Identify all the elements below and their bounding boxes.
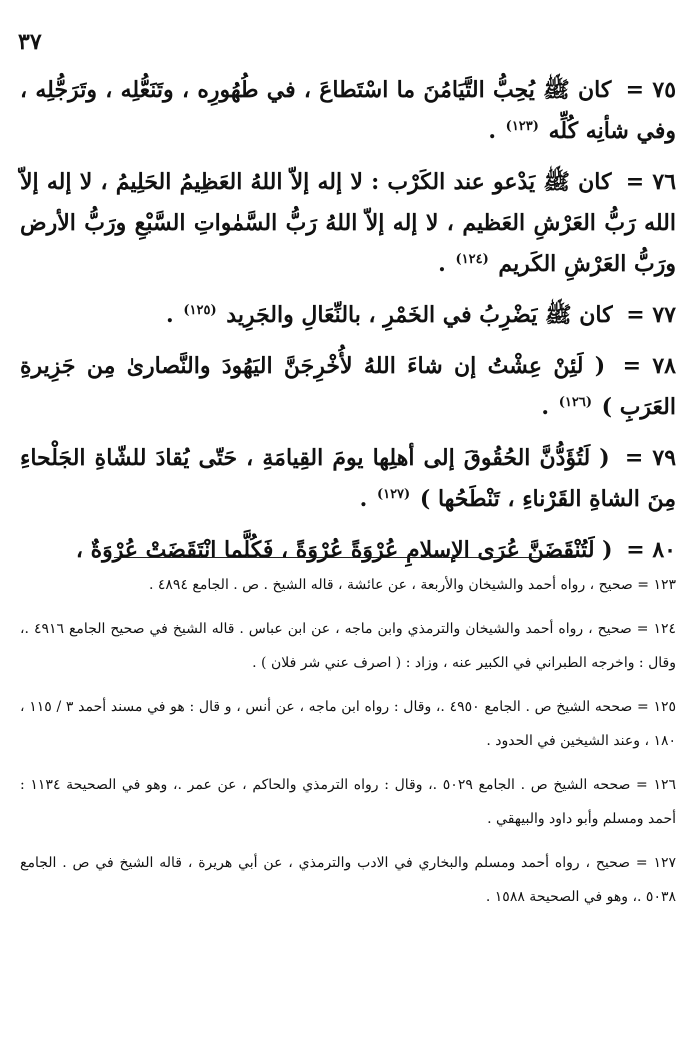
footnote: ١٢٧ = صحيح ، رواه أحمد ومسلم والبخاري في الادب والترمذي ، عن أبي هريرة ، قاله الشيخ في ص . الجامع ٥٠٣٨ .، وهو في الصحيحة ١٥٨٨ . [20, 855, 676, 905]
hadith-end: . [438, 251, 446, 277]
footnote-reference: (١٢٤) [455, 251, 489, 267]
hadith-end: . [359, 486, 368, 512]
page-number: ٣٧ [18, 29, 42, 55]
hadith-text: كان ﷺ يَدْعو عند الكَرْب : لا إله إلاّ اللهُ العَظِيمُ الحَلِيمُ ، لا إله إلاّ الله رَبُّ العَرْشِ العَظيم ، لا إله إلاّ اللهُ رَبُّ السَّمٰواتِ السَّبْعِ ورَبُّ الأرض ورَبُّ العَرْشِ الكَريم [20, 169, 676, 277]
footnote-reference: (١٢٦) [558, 394, 592, 410]
footnote: ١٢٤ = صحيح ، رواه أحمد والشيخان والترمذي وابن ماجه ، عن ابن عباس . قاله الشيخ في صحيح الجامع ٤٩١٦ .، وقال : واخرجه الطبراني في الكبير عنه ، وزاد : ( اصرف عني شر فلان ) . [20, 621, 676, 671]
hadith-end: . [488, 118, 496, 144]
hadith-text: ( لَئِنْ عِشْتُ إن شاءَ اللهُ لأُخْرِجَنَّ اليَهُودَ والنَّصارىٰ مِن جَزِيرةِ العَرَبِ ) [20, 353, 676, 420]
hadith-text: كان ﷺ يُحِبُّ التَّيَامُنَ ما اسْتَطاعَ ، في طُهُورِه ، وتَنَعُّلِه ، وتَرَجُّلِه ، وفي شأنِه كُلِّه [20, 77, 676, 144]
hadith-entry [20, 346, 676, 428]
footnote-reference: (١٢٣) [505, 118, 539, 134]
hadith-number: ٧٨ = [622, 353, 676, 379]
hadith-text: ( لَتُؤَدُّنَّ الحُقُوقَ إلى أهلِها يومَ القِيامَةِ ، حَتّى يُقادَ للشّاةِ الجَلْحاءِ مِنَ الشاةِ القَرْناءِ ، تَنْطَحُها ) [20, 445, 676, 512]
footnote: ١٢٣ = صحيح ، رواه أحمد والشيخان والأربعة ، عن عائشة ، قاله الشيخ . ص . الجامع ٤٨٩٤ . [148, 577, 676, 593]
hadith-number: ٧٧ = [626, 302, 676, 328]
footnote: ١٢٦ = صححه الشيخ ص . الجامع ٥٠٢٩ .، وقال : رواه الترمذي والحاكم ، عن عمر .، وهو في الصحيحة ١١٣٤ : أحمد ومسلم وأبو داود والبيهقي . [20, 777, 676, 827]
hadith-number: ٨٠ = [626, 537, 676, 563]
footnote-divider [114, 557, 576, 558]
hadith-text: كان ﷺ يَضْرِبُ في الخَمْرِ ، بالنِّعَالِ والجَرِيد [226, 302, 613, 328]
hadith-number: ٧٥ = [625, 77, 677, 103]
hadith-end: . [541, 394, 550, 420]
hadith-entry [20, 70, 676, 152]
footnote-reference: (١٢٥) [183, 302, 217, 318]
hadith-entry [20, 438, 676, 520]
footnote: ١٢٥ = صححه الشيخ ص . الجامع ٤٩٥٠ .، وقال : رواه ابن ماجه ، عن أنس ، و قال : هو في مسند أحمد ٣ / ١١٥ ، ١٨٠ ، وعند الشيخين في الحدود . [20, 699, 677, 749]
hadith-entry [20, 162, 676, 285]
hadith-end: . [165, 302, 174, 328]
footnotes [20, 568, 676, 924]
hadith-list [20, 70, 676, 581]
hadith-number: ٧٩ = [624, 445, 677, 471]
hadith-entry [20, 295, 676, 336]
hadith-number: ٧٦ = [625, 169, 677, 195]
hadith-entry [20, 530, 676, 571]
footnote-reference: (١٢٧) [376, 486, 411, 502]
hadith-text: ( لَتُنْقَضَنَّ عُرَى الإسلامِ عُرْوَةً عُرْوَةً ، فَكُلَّما انْتَقَضَتْ عُرْوَةٌ ، [75, 537, 613, 563]
